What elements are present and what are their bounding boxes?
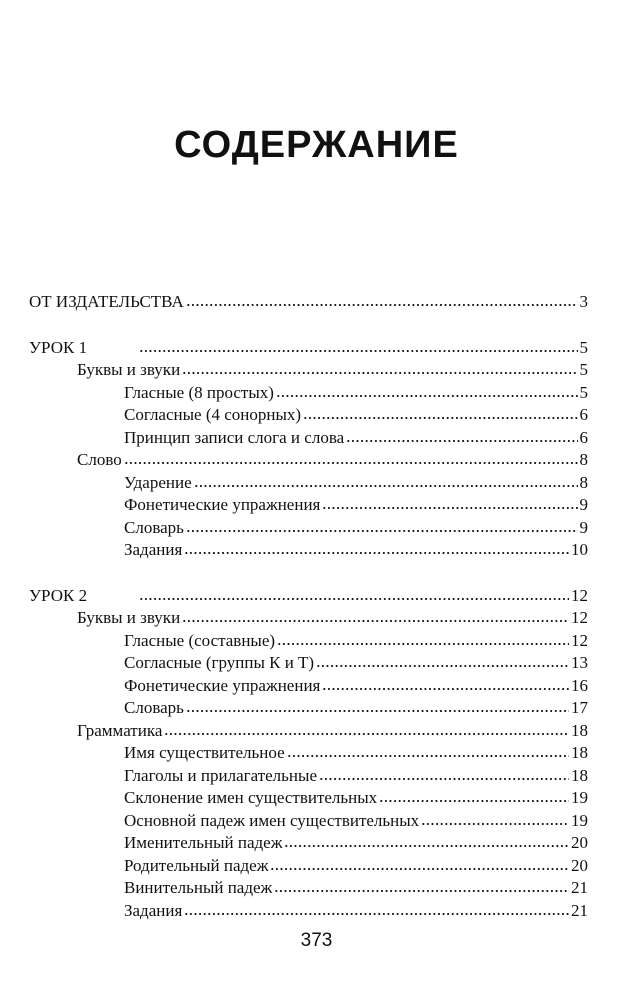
toc-entry[interactable] bbox=[29, 652, 588, 675]
toc-entry[interactable] bbox=[29, 449, 588, 472]
toc-entry[interactable] bbox=[29, 697, 588, 720]
toc-entry[interactable] bbox=[29, 787, 588, 810]
toc-entry-page: 6 bbox=[579, 405, 588, 424]
toc-entry-page: 21 bbox=[571, 878, 588, 897]
toc-entry-label: Именительный падеж bbox=[124, 833, 283, 852]
toc-entry-page: 8 bbox=[579, 450, 588, 469]
toc-entry[interactable] bbox=[29, 877, 588, 900]
toc-entry-page: 16 bbox=[571, 675, 588, 695]
toc-entry-page: 9 bbox=[579, 517, 588, 537]
toc-entry[interactable] bbox=[29, 517, 588, 540]
toc-entry-label: Склонение имен существительных bbox=[124, 788, 378, 807]
toc-entry-label: Фонетические упражнения bbox=[124, 675, 321, 695]
toc-entry-page: 8 bbox=[579, 472, 588, 492]
dot-leader bbox=[287, 754, 569, 758]
table-of-contents bbox=[29, 291, 588, 922]
toc-entry-label: Ударение bbox=[124, 472, 192, 492]
dot-leader bbox=[184, 912, 569, 916]
toc-entry-label: УРОК 1 bbox=[29, 337, 88, 357]
toc-entry-page: 19 bbox=[571, 788, 588, 807]
toc-entry-page: 12 bbox=[571, 585, 588, 605]
toc-entry-page: 3 bbox=[579, 292, 588, 311]
toc-entry-page: 13 bbox=[571, 653, 588, 672]
toc-entry[interactable] bbox=[29, 494, 588, 517]
toc-entry-page: 20 bbox=[571, 855, 588, 875]
toc-entry-label: Принцип записи слога и слова bbox=[124, 427, 345, 447]
toc-entry-page: 21 bbox=[571, 900, 588, 920]
dot-leader bbox=[182, 619, 569, 623]
toc-entry[interactable] bbox=[29, 472, 588, 495]
dot-leader bbox=[379, 799, 569, 803]
toc-entry-page: 5 bbox=[579, 382, 588, 402]
toc-entry-label: Словарь bbox=[124, 698, 184, 717]
toc-entry-label: Фонетические упражнения bbox=[124, 495, 321, 514]
toc-entry[interactable] bbox=[29, 382, 588, 405]
toc-entry[interactable] bbox=[29, 832, 588, 855]
page-title: СОДЕРЖАНИЕ bbox=[174, 124, 459, 166]
toc-entry-label: Задания bbox=[124, 540, 183, 559]
toc-entry[interactable] bbox=[29, 630, 588, 653]
toc-entry[interactable] bbox=[29, 900, 588, 923]
toc-entry[interactable] bbox=[29, 765, 588, 788]
toc-entry[interactable] bbox=[29, 742, 588, 765]
dot-leader bbox=[277, 642, 569, 646]
toc-entry-label: Винительный падеж bbox=[124, 878, 273, 897]
toc-entry[interactable] bbox=[29, 539, 588, 562]
toc-entry-label: Согласные (4 сонорных) bbox=[124, 405, 302, 424]
toc-entry-label: Согласные (группы К и Т) bbox=[124, 653, 315, 672]
toc-entry[interactable] bbox=[29, 675, 588, 698]
toc-entry[interactable] bbox=[29, 810, 588, 833]
dot-leader bbox=[194, 484, 578, 488]
dot-leader bbox=[319, 777, 569, 781]
toc-entry-label: Буквы и звуки bbox=[77, 360, 181, 379]
dot-leader bbox=[270, 867, 569, 871]
toc-entry[interactable] bbox=[29, 607, 588, 630]
dot-leader bbox=[182, 371, 577, 375]
dot-leader bbox=[346, 439, 577, 443]
dot-leader bbox=[284, 844, 569, 848]
dot-leader bbox=[139, 349, 577, 353]
toc-entry-page: 5 bbox=[579, 360, 588, 379]
toc-entry-label: Имя существительное bbox=[124, 743, 285, 762]
toc-entry[interactable] bbox=[29, 359, 588, 382]
dot-leader bbox=[322, 687, 569, 691]
toc-entry[interactable] bbox=[29, 427, 588, 450]
toc-entry[interactable] bbox=[29, 720, 588, 743]
toc-entry[interactable] bbox=[29, 291, 588, 314]
toc-entry-label: Родительный падеж bbox=[124, 855, 269, 875]
toc-entry-page: 18 bbox=[571, 743, 588, 762]
toc-entry-label: Гласные (8 простых) bbox=[124, 382, 274, 402]
dot-leader bbox=[186, 303, 578, 307]
dot-leader bbox=[124, 461, 578, 465]
toc-entry-label: УРОК 2 bbox=[29, 585, 88, 605]
toc-entry-label: Слово bbox=[77, 450, 122, 469]
toc-entry-page: 12 bbox=[571, 630, 588, 650]
toc-entry-label: Основной падеж имен существительных bbox=[124, 810, 420, 830]
toc-entry-page: 5 bbox=[579, 337, 588, 357]
toc-entry[interactable] bbox=[29, 404, 588, 427]
dot-leader bbox=[186, 709, 569, 713]
toc-entry-label: Глаголы и прилагательные bbox=[124, 765, 317, 785]
dot-leader bbox=[164, 732, 569, 736]
dot-leader bbox=[303, 416, 577, 420]
toc-entry[interactable] bbox=[29, 855, 588, 878]
toc-entry-page: 17 bbox=[571, 698, 588, 717]
dot-leader bbox=[322, 506, 577, 510]
toc-entry-label: ОТ ИЗДАТЕЛЬСТВА bbox=[29, 292, 184, 311]
dot-leader bbox=[421, 822, 569, 826]
toc-entry-label: Буквы и звуки bbox=[77, 608, 181, 627]
dot-leader bbox=[316, 664, 569, 668]
toc-entry-page: 19 bbox=[571, 810, 588, 830]
toc-entry[interactable] bbox=[29, 585, 588, 608]
toc-entry-label: Словарь bbox=[124, 517, 184, 537]
dot-leader bbox=[276, 394, 578, 398]
toc-entry-page: 9 bbox=[579, 495, 588, 514]
dot-leader bbox=[274, 889, 569, 893]
toc-entry-label: Задания bbox=[124, 900, 183, 920]
page-number: 373 bbox=[300, 930, 333, 951]
toc-entry-label: Грамматика bbox=[77, 720, 163, 740]
toc-entry-page: 18 bbox=[571, 720, 588, 740]
toc-entry-page: 10 bbox=[571, 540, 588, 559]
dot-leader bbox=[139, 597, 569, 601]
toc-entry-label: Гласные (составные) bbox=[124, 630, 276, 650]
toc-entry[interactable] bbox=[29, 337, 588, 360]
toc-entry-page: 6 bbox=[579, 427, 588, 447]
toc-entry-page: 18 bbox=[571, 765, 588, 785]
dot-leader bbox=[184, 551, 569, 555]
dot-leader bbox=[186, 529, 578, 533]
toc-entry-page: 12 bbox=[571, 608, 588, 627]
toc-entry-page: 20 bbox=[571, 833, 588, 852]
